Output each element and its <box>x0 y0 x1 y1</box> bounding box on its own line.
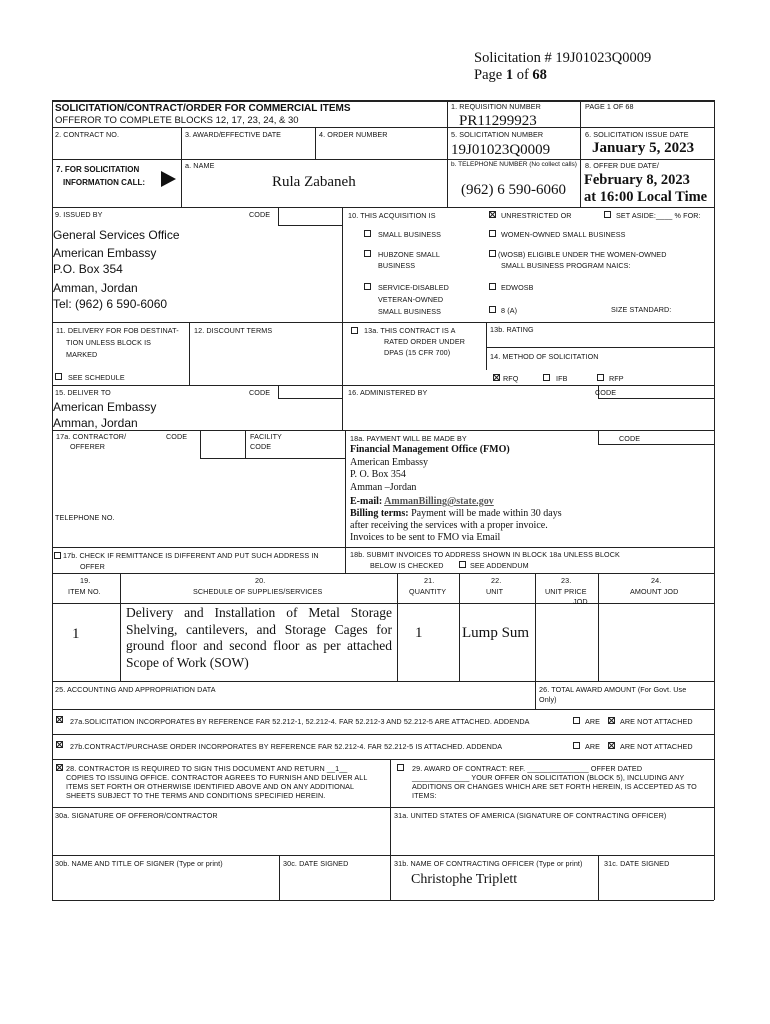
rule <box>598 855 599 900</box>
wosb-eligible-label: SMALL BUSINESS PROGRAM NAICS: <box>501 261 631 270</box>
col-item-no: 19. <box>80 576 91 585</box>
rated-order-label: RATED ORDER UNDER <box>384 337 466 346</box>
issued-by-line: General Services Office <box>53 228 180 242</box>
contractor-sign-label: SHEETS SUBJECT TO THE TERMS AND CONDITIONS SPECIFIED HEREIN. <box>66 791 326 800</box>
ifb-checkbox[interactable] <box>543 374 550 381</box>
rule <box>397 573 398 681</box>
form-subtitle: OFFEROR TO COMPLETE BLOCKS 12, 17, 23, 24, & 30 <box>55 115 299 126</box>
col-unit-price: JOD <box>573 597 588 606</box>
sdvosb-checkbox[interactable] <box>364 283 371 290</box>
hubzone-label: BUSINESS <box>378 261 416 270</box>
issued-by-line: Amman, Jordan <box>53 281 138 295</box>
col-unit-price: 23. <box>561 576 572 585</box>
item-quantity: 1 <box>415 625 423 641</box>
contractor-sign-label: ITEMS SET FORTH OR OTHERWISE IDENTIFIED ABOVE AND ON ANY ADDITIONAL <box>66 782 355 791</box>
remittance-label: OFFER <box>80 562 105 571</box>
set-aside-label: SET ASIDE:____ % FOR: <box>616 211 701 220</box>
rule <box>52 807 714 808</box>
rated-order-label: 13a. THIS CONTRACT IS A <box>364 326 456 335</box>
offer-due-date-value[interactable]: February 8, 2023 <box>584 172 690 188</box>
rule <box>52 603 714 604</box>
eight-a-label: 8 (A) <box>501 306 518 315</box>
addenda-are-label: ARE <box>585 717 601 726</box>
addenda-are-checkbox[interactable] <box>573 717 580 724</box>
payment-address-line: P. O. Box 354 <box>350 469 406 480</box>
col-unit: 22. <box>491 576 502 585</box>
issue-date-value[interactable]: January 5, 2023 <box>592 140 695 156</box>
rule <box>52 681 714 682</box>
method-of-solicitation-label: 14. METHOD OF SOLICITATION <box>490 352 599 361</box>
rule <box>279 855 280 900</box>
rfp-label: RFP <box>609 374 624 383</box>
solicitation-number-value[interactable]: 19J01023Q0009 <box>451 142 551 158</box>
payment-code-label: CODE <box>619 434 641 443</box>
payment-email: E-mail: AmmanBilling@state.gov <box>350 496 494 507</box>
payment-office: Financial Management Office (FMO) <box>350 444 510 455</box>
item-description: Delivery and Installation of Metal Storage Shelving, cantilevers, and Storage Cages for ground floor and second floor as per attached Scope of Work (SOW) <box>126 605 392 670</box>
rated-order-label: DPAS (15 CFR 700) <box>384 348 451 357</box>
rule <box>52 385 714 386</box>
unrestricted-label: UNRESTRICTED OR <box>501 211 572 220</box>
col-item-no: ITEM NO. <box>68 587 101 596</box>
rule <box>189 322 190 385</box>
fob-destination-label: TION UNLESS BLOCK IS <box>66 338 152 347</box>
form-title: SOLICITATION/CONTRACT/ORDER FOR COMMERCIAL ITEMS <box>55 103 351 114</box>
rule <box>52 159 714 160</box>
addenda-b-are-label: ARE <box>585 742 601 751</box>
us-signature-label: 31a. UNITED STATES OF AMERICA (SIGNATURE OF CONTRACTING OFFICER) <box>394 811 667 820</box>
deliver-to-code-label: CODE <box>249 388 271 397</box>
rfq-checkbox[interactable] <box>493 374 500 381</box>
addenda-are-not-label: ARE NOT ATTACHED <box>620 717 693 726</box>
telephone-number-value[interactable]: (962) 6 590-6060 <box>461 182 566 198</box>
info-call-label-2: INFORMATION CALL: <box>63 178 146 187</box>
rule <box>390 759 391 900</box>
fob-destination-label: MARKED <box>66 350 98 359</box>
col-amount: 24. <box>651 576 662 585</box>
rule <box>278 207 279 225</box>
rule <box>598 573 599 681</box>
total-award-label: Only) <box>539 695 557 704</box>
rule <box>598 430 599 444</box>
facility-code-label: CODE <box>250 442 272 451</box>
award-of-contract-label: ADDITIONS OR CHANGES WHICH ARE SET FORTH HEREIN, IS ACCEPTED AS TO <box>412 782 697 791</box>
rule <box>459 573 460 681</box>
requisition-number-label: 1. REQUISITION NUMBER <box>451 102 541 111</box>
page-of-label: PAGE 1 OF 68 <box>585 102 634 111</box>
remittance-checkbox[interactable] <box>54 552 61 559</box>
see-schedule-label: SEE SCHEDULE <box>68 373 125 382</box>
payment-label: 18a. PAYMENT WILL BE MADE BY <box>350 434 467 443</box>
far-27b-checkbox[interactable] <box>56 741 63 748</box>
rule <box>535 681 536 709</box>
rule <box>278 225 342 226</box>
contractor-label: OFFERER <box>70 442 106 451</box>
billing-terms-line: after receiving the services with a proper invoice. <box>350 520 548 531</box>
facility-code-label: FACILITY <box>250 432 282 441</box>
rule <box>447 100 448 207</box>
small-business-label: SMALL BUSINESS <box>378 230 442 239</box>
eight-a-checkbox[interactable] <box>489 306 496 313</box>
col-unit-price: UNIT PRICE <box>545 587 587 596</box>
far-27a-checkbox[interactable] <box>56 716 63 723</box>
billing-terms: Billing terms: Payment will be made within 30 days <box>350 508 562 519</box>
col-amount: AMOUNT JOD <box>630 587 679 596</box>
billing-email-link[interactable]: AmmanBilling@state.gov <box>384 496 494 507</box>
far-27a-label: 27a.SOLICITATION INCORPORATES BY REFERENCE FAR 52.212-1, 52.212-4. FAR 52.212-3 AND 52.212-5 ARE ATTACHED. ADDENDA <box>70 717 530 726</box>
contracting-officer-label: 31b. NAME OF CONTRACTING OFFICER (Type or print) <box>394 859 583 868</box>
sdvosb-label: SMALL BUSINESS <box>378 307 442 316</box>
unrestricted-checkbox[interactable] <box>489 211 496 218</box>
rule <box>52 855 714 856</box>
rule <box>52 322 714 323</box>
contractor-sign-checkbox[interactable] <box>56 764 63 771</box>
rfq-label: RFQ <box>503 374 519 383</box>
requisition-number-value[interactable]: PR11299923 <box>459 113 537 129</box>
edwosb-checkbox[interactable] <box>489 283 496 290</box>
offeror-signature-label: 30a. SIGNATURE OF OFFEROR/CONTRACTOR <box>55 811 218 820</box>
total-award-label: 26. TOTAL AWARD AMOUNT (For Govt. Use <box>539 685 687 694</box>
rule <box>580 100 581 207</box>
issued-by-label: 9. ISSUED BY <box>55 210 103 219</box>
rule <box>52 709 714 710</box>
rule <box>714 100 715 900</box>
hubzone-label: HUBZONE SMALL <box>378 250 441 259</box>
deliver-to-label: 15. DELIVER TO <box>55 388 111 397</box>
rating-label: 13b. RATING <box>490 325 534 334</box>
rule <box>200 430 201 458</box>
deliver-to-line: American Embassy <box>53 400 157 414</box>
award-of-contract-label: ITEMS: <box>412 791 437 800</box>
solicitation-number-label: 5. SOLICITATION NUMBER <box>451 130 544 139</box>
rule <box>52 100 53 900</box>
far-27b-label: 27b.CONTRACT/PURCHASE ORDER INCORPORATES BY REFERENCE FAR 52.212-4. FAR 52.212-5 IS ATTACHED. ADDENDA <box>70 742 503 751</box>
rule <box>486 347 714 348</box>
see-schedule-checkbox[interactable] <box>55 373 62 380</box>
issue-date-label: 6. SOLICITATION ISSUE DATE <box>585 130 689 139</box>
rule <box>535 573 536 681</box>
col-quantity: 21. <box>424 576 435 585</box>
issued-by-code-label: CODE <box>249 210 271 219</box>
item-unit: Lump Sum <box>462 625 530 641</box>
award-of-contract-label: ______________ YOUR OFFER ON SOLICITATION (BLOCK 5), INCLUDING ANY <box>412 773 685 782</box>
invoice-instructions-label: 18b. SUBMIT INVOICES TO ADDRESS SHOWN IN BLOCK 18a UNLESS BLOCK <box>350 550 620 559</box>
arrow-right-icon <box>161 171 176 187</box>
offeror-date-signed-label: 30c. DATE SIGNED <box>283 859 349 868</box>
issued-by-line: P.O. Box 354 <box>53 262 123 276</box>
sdvosb-label: VETERAN-OWNED <box>378 295 444 304</box>
solicitation-number-header: Solicitation # 19J01023Q0009 <box>474 50 652 66</box>
wosb-checkbox[interactable] <box>489 230 496 237</box>
rule <box>52 207 714 208</box>
addenda-b-are-not-label: ARE NOT ATTACHED <box>620 742 693 751</box>
rated-order-checkbox[interactable] <box>351 327 358 334</box>
telephone-number-label: b. TELEPHONE NUMBER (No collect calls) <box>451 161 577 168</box>
addenda-are-not-checkbox[interactable] <box>608 717 615 724</box>
edwosb-label: EDWOSB <box>501 283 534 292</box>
small-business-checkbox[interactable] <box>364 230 371 237</box>
rule <box>120 573 121 681</box>
rule <box>278 385 279 398</box>
discount-terms-label: 12. DISCOUNT TERMS <box>194 326 273 335</box>
rule <box>342 207 343 430</box>
acquisition-label: 10. THIS ACQUISITION IS <box>348 211 436 220</box>
administered-by-label: 16. ADMINISTERED BY <box>348 388 428 397</box>
accounting-data-label: 25. ACCOUNTING AND APPROPRIATION DATA <box>55 685 216 694</box>
contractor-code-label: CODE <box>166 432 188 441</box>
offer-due-date-label: 8. OFFER DUE DATE/ <box>585 161 659 170</box>
contact-name-value[interactable]: Rula Zabaneh <box>272 174 356 190</box>
administered-by-code-label: CODE <box>595 388 617 397</box>
billing-terms-line: Invoices to be sent to FMO via Email <box>350 532 501 543</box>
order-number-label: 4. ORDER NUMBER <box>319 130 388 139</box>
rule <box>52 430 714 431</box>
col-unit: UNIT <box>486 587 504 596</box>
addenda-b-are-not-checkbox[interactable] <box>608 742 615 749</box>
contractor-label: 17a. CONTRACTOR/ <box>56 432 127 441</box>
rule <box>245 430 246 458</box>
award-of-contract-label: 29. AWARD OF CONTRACT: REF. _______________ OFFER DATED <box>412 764 643 773</box>
contracting-officer-name[interactable]: Christophe Triplett <box>411 872 518 887</box>
rule <box>345 430 346 573</box>
info-call-label-1: 7. FOR SOLICITATION <box>56 165 140 174</box>
fob-destination-label: 11. DELIVERY FOR FOB DESTINAT- <box>56 326 179 335</box>
issued-by-line: Tel: (962) 6 590-6060 <box>53 297 168 311</box>
rule <box>200 458 345 459</box>
rule <box>52 900 714 901</box>
telephone-label: TELEPHONE NO. <box>55 513 115 522</box>
rule <box>52 547 714 548</box>
contractor-sign-label: 28. CONTRACTOR IS REQUIRED TO SIGN THIS DOCUMENT AND RETURN __1__ <box>66 764 348 773</box>
rule <box>52 734 714 735</box>
size-standard-label: SIZE STANDARD: <box>611 305 672 314</box>
contractor-sign-label: COPIES TO ISSUING OFFICE. CONTRACTOR AGREES TO FURNISH AND DELIVER ALL <box>66 773 368 782</box>
contact-name-label: a. NAME <box>185 161 215 170</box>
rule <box>278 398 342 399</box>
see-addendum-checkbox[interactable] <box>459 561 466 568</box>
addenda-b-are-checkbox[interactable] <box>573 742 580 749</box>
rule <box>52 759 714 760</box>
payment-address-line: Amman –Jordan <box>350 482 417 493</box>
see-addendum-label: SEE ADDENDUM <box>470 561 529 570</box>
rule <box>598 398 714 399</box>
wosb-eligible-checkbox[interactable] <box>489 250 496 257</box>
col-schedule: 20. <box>255 576 266 585</box>
remittance-label: 17b. CHECK IF REMITTANCE IS DIFFERENT AND PUT SUCH ADDRESS IN <box>63 551 319 560</box>
payment-address-line: American Embassy <box>350 457 429 468</box>
rfp-checkbox[interactable] <box>597 374 604 381</box>
hubzone-checkbox[interactable] <box>364 250 371 257</box>
wosb-label: WOMEN-OWNED SMALL BUSINESS <box>501 230 626 239</box>
ifb-label: IFB <box>556 374 568 383</box>
issued-by-line: American Embassy <box>53 246 157 260</box>
rule <box>486 322 487 370</box>
invoice-instructions-label: BELOW IS CHECKED <box>370 561 444 570</box>
wosb-eligible-label: (WOSB) ELIGIBLE UNDER THE WOMEN-OWNED <box>498 250 667 259</box>
sdvosb-label: SERVICE-DISABLED <box>378 283 449 292</box>
page-indicator: Page 1 of 68 <box>474 67 547 83</box>
rule <box>52 573 714 574</box>
rule <box>52 127 714 128</box>
item-number: 1 <box>72 626 80 642</box>
set-aside-checkbox[interactable] <box>604 211 611 218</box>
col-schedule: SCHEDULE OF SUPPLIES/SERVICES <box>193 587 323 596</box>
offer-due-time-value[interactable]: at 16:00 Local Time <box>584 189 708 205</box>
col-quantity: QUANTITY <box>409 587 447 596</box>
award-of-contract-checkbox[interactable] <box>397 764 404 771</box>
signer-name-label: 30b. NAME AND TITLE OF SIGNER (Type or print) <box>55 859 223 868</box>
rule <box>315 127 316 159</box>
rule <box>598 444 714 445</box>
contract-no-label: 2. CONTRACT NO. <box>55 130 120 139</box>
officer-date-signed-label: 31c. DATE SIGNED <box>604 859 670 868</box>
award-effective-date-label: 3. AWARD/EFFECTIVE DATE <box>185 130 281 139</box>
rule <box>181 127 182 207</box>
deliver-to-line: Amman, Jordan <box>53 416 138 430</box>
